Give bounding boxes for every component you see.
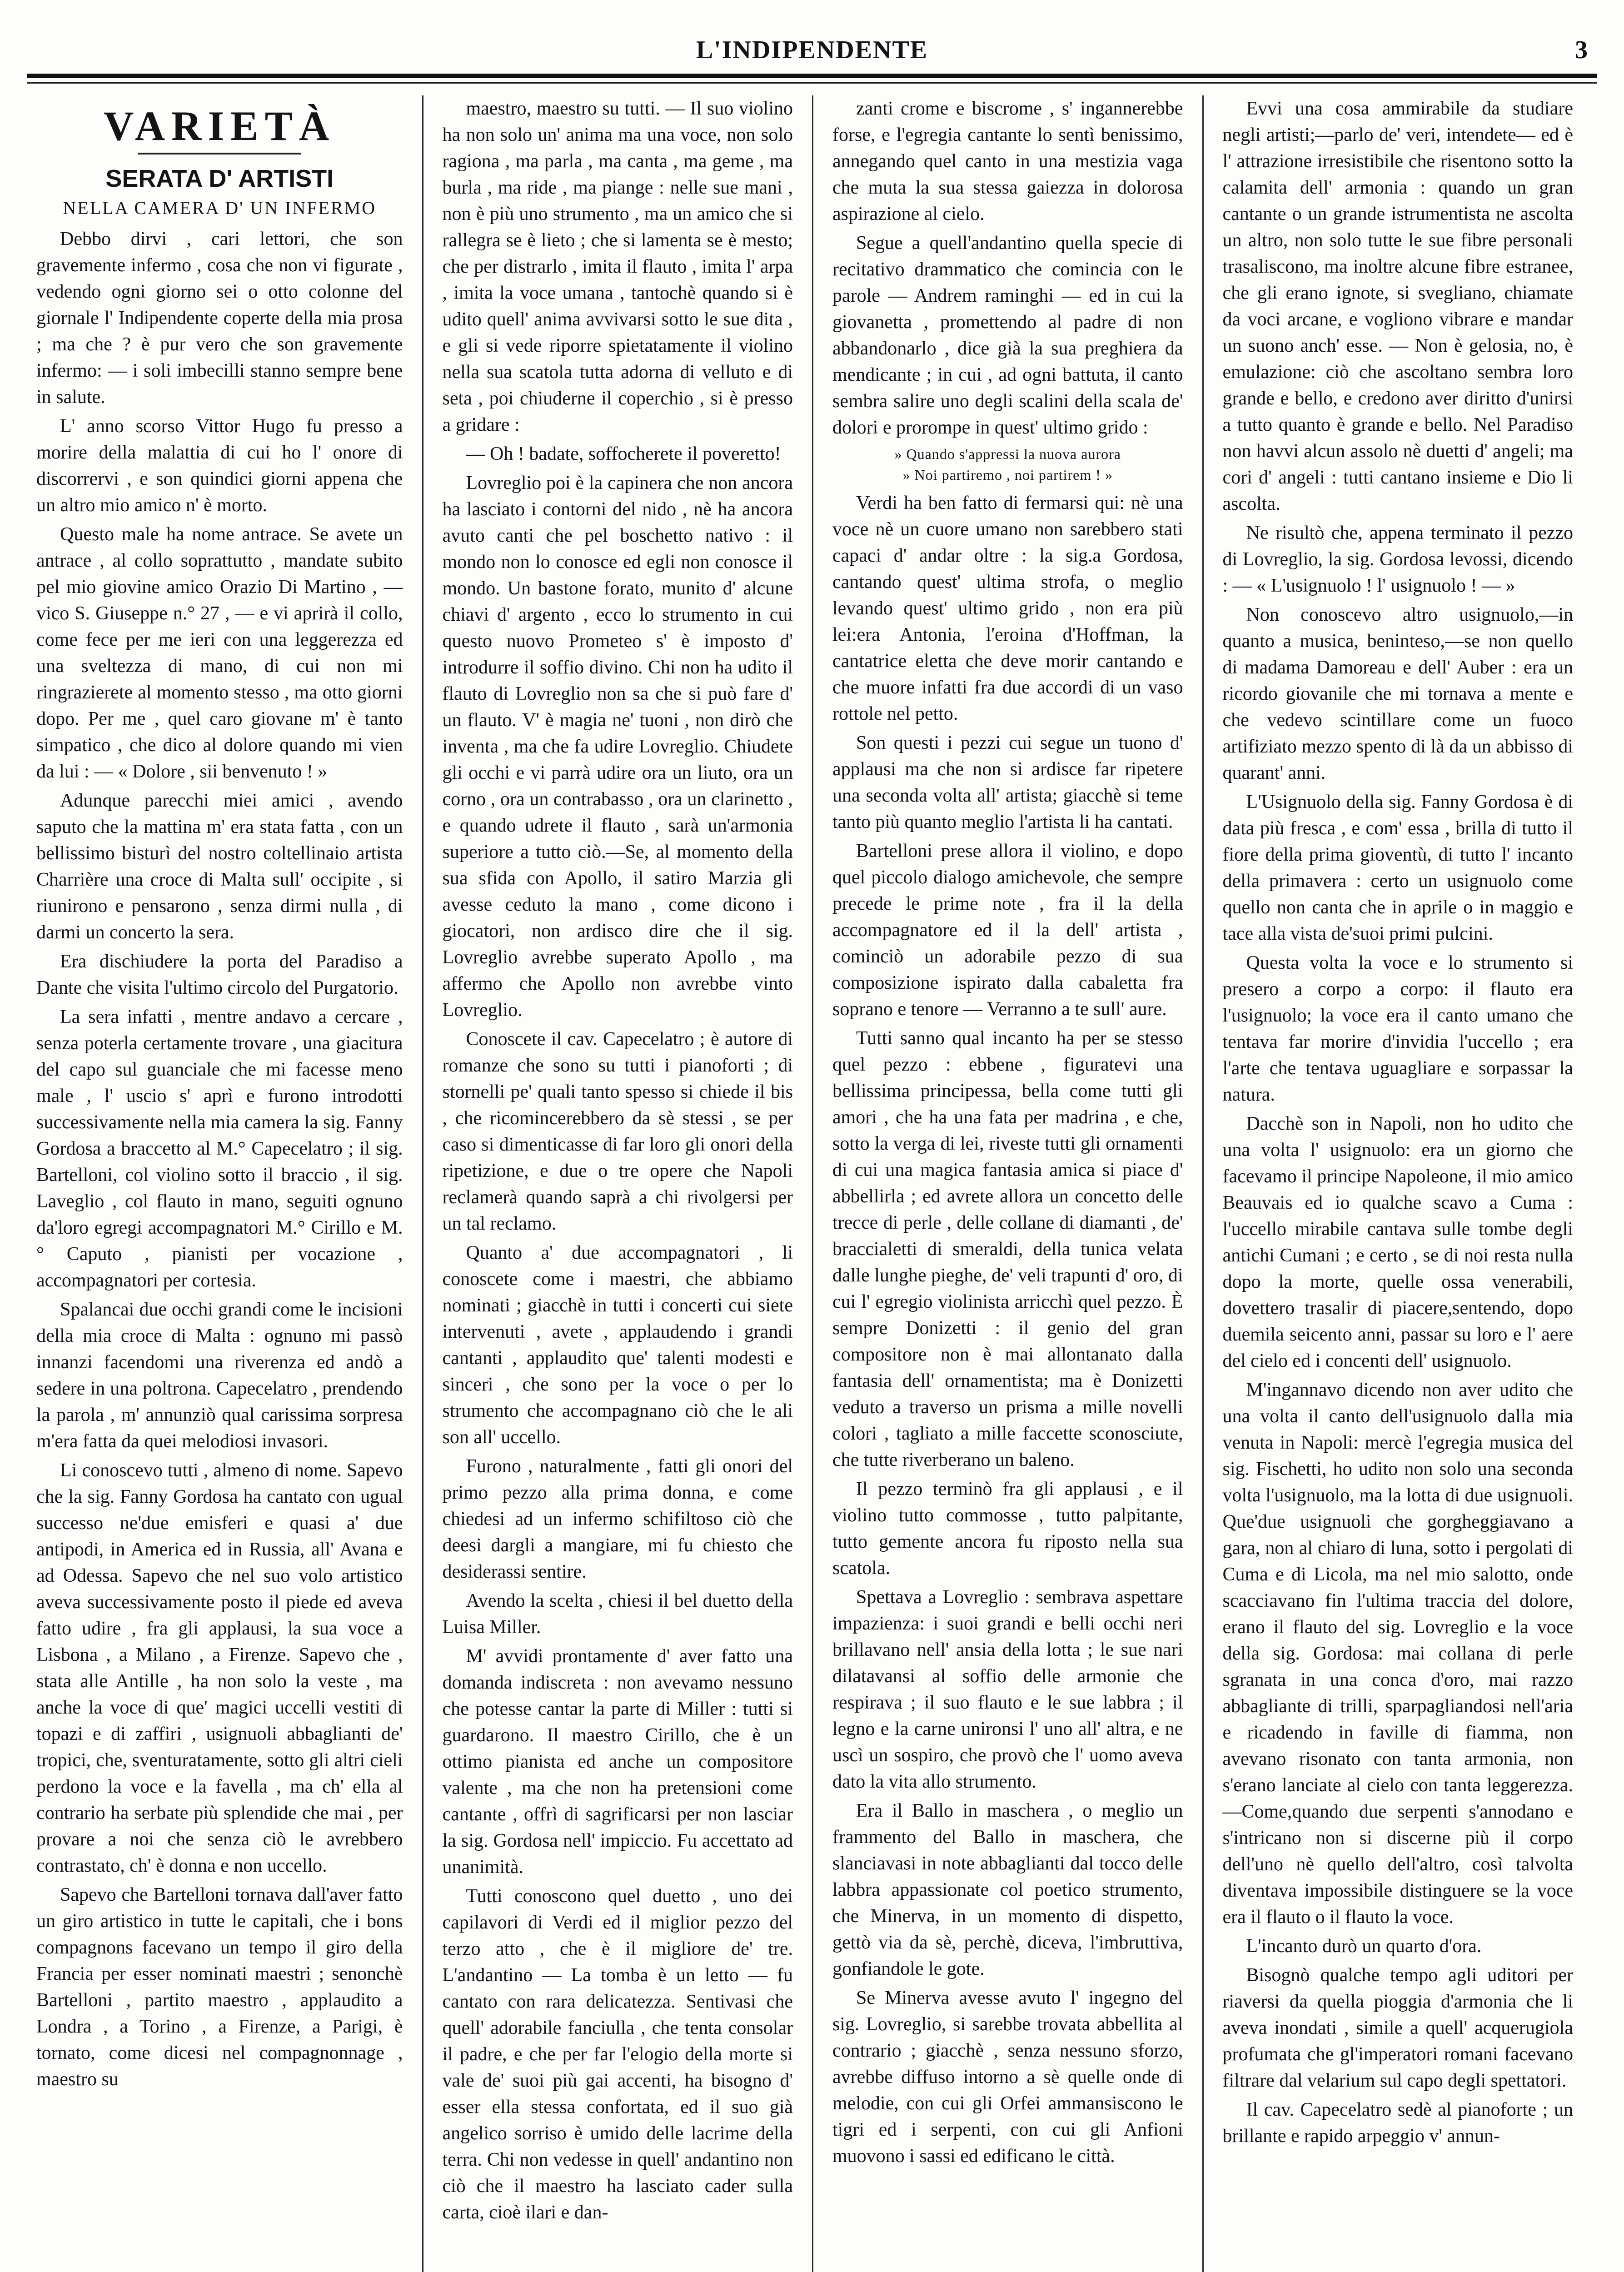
article-title: SERATA D' ARTISTI [105,165,334,192]
paragraph: Furono , naturalmente , fatti gli onori del primo pezzo alla prima donna, e come chiedesi ad un infermo schifiltoso ciò che deesi dargli a mangiare, mi fu chiesto che desiderassi sentire. [442,1456,793,1582]
paragraph: Era il Ballo in maschera , o meglio un frammento del Ballo in maschera, che slanciavasi in note abbaglianti dal tocco delle labbra appassionate col poetico strumento, che Minerva, in un momento di dispetto, gettò via da sè, perchè, diceva, l'imbruttiva, gonfiandole le gote. [832,1800,1183,1979]
text-columns [32,95,1592,2272]
paragraph: Il pezzo terminò fra gli applausi , e il violino tutto commosse , tutto palpitante, tutto gemente ancora fu riposto nella sua scatola. [832,1479,1183,1579]
paragraph: Spettava a Lovreglio : sembrava aspettare impazienza: i suoi grandi e belli occhi neri brillavano nell' ansia della lotta ; le sue nari dilatavansi al soffio delle armonie che respirava ; il suo flauto e le sue labbra ; il legno e la carne unironsi l' uno all' altra, e ne uscì un sospiro, che provò che l' uomo aveva dato la vita allo strumento. [832,1587,1183,1792]
paragraph: Sapevo che Bartelloni tornava dall'aver fatto un giro artistico in tutte le capitali, che i bons compagnons facevano un tempo il giro della Francia per esser nominati maestri ; senonchè Bartelloni , partito maestro , applaudito a Londra , a Torino , a Firenze, a Parigi, è tornato, come dicesi nel compagnonnage , maestro su [36,1884,403,2090]
paragraph: Adunque parecchi miei amici , avendo saputo che la mattina m' era stata fatta , con un bellissimo bisturì del nostro coltellinaio artista Charrière una croce di Malta sull' occipite , si riunirono e pensarono , senza dirmi nulla , di darmi un concerto la sera. [36,790,403,943]
page-number: 3 [1575,36,1588,64]
verse-line: » Noi partiremo , noi partirem ! » [902,467,1113,483]
paragraph: Questa volta la voce e lo strumento si presero a corpo a corpo: il flauto era l'usignuolo; la voce era il canto umano che tentava far morire d'invidia l'uccello ; era l'arte che tentava uguagliare e sorpassar la natura. [1222,952,1573,1105]
paragraph: Debbo dirvi , cari lettori, che son gravemente infermo , cosa che non vi figurate , vedendo ogni giorno sei o otto colonne del giornale l' Indipendente coperte della mia prosa ; ma che ? è pur vero che son gravemente infermo: — i soli imbecilli stanno sempre bene in salute. [36,229,403,408]
paragraph: Bisognò qualche tempo agli uditori per riaversi da quella pioggia d'armonia che li aveva inondati , simile a quell' acquerugiola profumata che gl'imperatori romani facevano filtrare dal velarium sul capo degli spettatori. [1222,1965,1573,2091]
paragraph: Avendo la scelta , chiesi il bel duetto della Luisa Miller. [442,1590,793,1638]
paragraph: Conoscete il cav. Capecelatro ; è autore di romanze che sono su tutti i pianoforti ; di stornelli pe' quali tanto spesso si chiede il bis , che ricomincerebbero da sè stessi , se per caso si dimenticasse di far loro gli onori della ripetizione, e due o tre opere che Napoli reclamerà quando saprà a chi rivolgersi per un tal reclamo. [442,1029,793,1234]
column-1-body [36,226,403,2093]
paragraph: — Oh ! badate, soffocherete il poveretto! [466,443,781,464]
article-subtitle: NELLA CAMERA D' UN INFERMO [63,198,377,218]
paragraph: maestro, maestro su tutti. — Il suo violino ha non solo un' anima ma una voce, non solo ragiona , ma parla , ma canta , ma geme , ma burla , ma ride , ma piange : nelle sue mani , non è più uno strumento , ma un amico che si rallegra se è lieto ; che si lamenta se è mesto; che per distrarlo , imita il flauto , imita l' arpa , imita la voce umana , tantochè quando si è udito quell' anima avvivarsi sotto le sue dita , e gli si vede riporre spietatamente il violino nella sua scatola tutta adorna di velluto e di seta , poi chiuderne il coperchio , si è presso a gridare : [442,98,793,435]
paragraph: M'ingannavo dicendo non aver udito che una volta il canto dell'usignuolo dalla mia venuta in Napoli: mercè l'egregia musica del sig. Fischetti, ho udito non solo una seconda volta l'usignuolo, ma la lotta di due usignuoli. Que'due usignuoli che gorgheggiavano a gara, non al chiaro di luna, sotto i pergolati di Cuma e di Licola, ma nel mio salotto, onde scacciavano fin l'ultima traccia del dolore, erano il flauto del sig. Lovreglio e la voce della sig. Gordosa: mai collana di perle sgranata in una conca d'oro, mai razzo abbagliante di trilli, sparpagliandosi nell'aria e ricadendo in faville di fiamma, non avevano risonato con tanta armonia, non s'erano lanciate al cielo con tanta leggerezza.—Come,quando due serpenti s'annodano e s'intricano non si discerne più il corpo dell'uno nè quello dell'altro, così talvolta diventava impossibile distinguere se la voce era il flauto o il flauto la voce. [1222,1380,1573,1928]
paragraph: Quanto a' due accompagnatori , li conoscete come i maestri, che abbiamo nominati ; giacchè in tutti i concerti cui siete intervenuti , avete , applaudendo i grandi cantanti , applaudito que' talenti modesti e sinceri , che sono per la voce o per lo strumento che accompagnano ciò che le ali son all' uccello. [442,1242,793,1448]
paragraph: Bartelloni prese allora il violino, e dopo quel piccolo dialogo amichevole, che sempre precede le prime note , fra il la della accompagnatore ed il la dell' artista , cominciò un adorabile pezzo di sua composizione ispirato dalla cabaletta fra soprano e tenore — Verranno a te sull' aure. [832,841,1183,1020]
header-rule-thin [27,82,1597,84]
paragraph: Questo male ha nome antrace. Se avete un antrace , al collo soprattutto , mandate subito pel mio giovine amico Orazio Di Martino , — vico S. Giuseppe n.° 27 , — e vi aprirà il collo, come fece per me ieri con una leggerezza ed una sveltezza di mano, di cui non mi ringrazierete al momento stesso , ma otto giorni dopo. Per me , quel caro giovane m' è tanto simpatico , che dico al dolore quando mi vien da lui : — « Dolore , sii benvenuto ! » [36,524,403,782]
paragraph: Evvi una cosa ammirabile da studiare negli artisti;—parlo de' veri, intendete— ed è l' attrazione irresistibile che risentono sotto la calamita dell' armonia : quando un gran cantante o un grande istrumentista ne ascolta un altro, non solo tutte le sue fibre personali trasaliscono, ma inoltre alcune fibre estranee, che gli erano ignote, si svegliano, chiamate da voci arcane, e vogliono vibrare e mandar un suono anch' esse. — Non è gelosia, no, è emulazione: ciò che ascoltano sembra loro grande e bello, e credono aver diritto d'unirsi a tutto quanto è grande e bello. Nel Paradiso non havvi alcun assolo nè duetti d' angeli; ma cori d' angeli : tutti cantano insieme e Dio li ascolta. [1222,98,1573,514]
paragraph: Li conoscevo tutti , almeno di nome. Sapevo che la sig. Fanny Gordosa ha cantato con ugual successo ne'due emisferi e quasi a' due antipodi, in America ed in Russia, all' Avana e ad Odessa. Sapevo che nel suo volo artistico aveva successivamente posto il piede ed aveva fatto udire , fra gli applausi, la sua voce a Lisbona , a Milano , a Firenze. Sapevo che , stata alle Antille , ha non solo la veste , ma anche la voce di que' magici uccelli vestiti di topazi e di zaffiri , usignuoli abbaglianti de' tropici, che, sventuratamente, sotto gli altri cieli perdono la voce e la favella , ma ch' ella al contrario ha serbate più splendide che mai , per provare a noi che senza ciò le avrebbero contrastato, ch' è donna e non uccello. [36,1460,403,1876]
column-1 [32,95,422,2272]
paragraph: Lovreglio poi è la capinera che non ancora ha lasciato i contorni del nido , nè ha ancora avuto canti che pel boschetto nativo : il mondo non lo conosce ed egli non conosce il mondo. Un bastone forato, munito d' alcune chiavi d' argento , ecco lo strumento in cui questo nuovo Prometeo s' è imposto d' introdurre il soffio divino. Chi non ha udito il flauto di Lovreglio non sa che si può fare d' un flauto. V' è magia ne' tuoni , non dirò che inventa , ma che fa udire Lovreglio. Chiudete gli occhi e vi parrà udire ora un liuto, ora un corno , ora un contrabasso , ora un clarinetto , e quando udrete il flauto , sarà un'armonia superiore a tutto ciò.—Se, al momento della sua sfida con Apollo, il satiro Marzia gli avesse ceduto la mano , come dicono i giocatori, non ardisco dire che il sig. Lovreglio avrebbe superato Apollo , ma affermo che Apollo non avrebbe vinto Lovreglio. [442,473,793,1021]
paragraph: Tutti conoscono quel duetto , uno dei capilavori di Verdi ed il miglior pezzo del terzo atto , che è il migliore de' tre. L'andantino — La tomba è un letto — fu cantato con rara delicatezza. Sentivasi che quell' adorabile fanciulla , che tenta consolar il padre, e che per far l'elogio della morte si vale de' suoi più gai accenti, ha bisogno d' esser ella stessa confortata, ed il suo già angelico sorriso è umido delle lacrime della terra. Chi non vedesse in quell' andantino non ciò che il maestro ha lasciato cader sulla carta, cioè ilari e dan- [442,1886,793,2223]
paragraph: L'incanto durò un quarto d'ora. [1246,1936,1482,1957]
paragraph: Dacchè son in Napoli, non ho udito che una volta l' usignuolo: era un giorno che facevamo il principe Napoleone, il mio amico Beauvais ed io qualche scavo a Cuma : l'uccello mirabile cantava sulle tombe degli antichi Cumani ; e certo , se di noi resta nulla dopo la morte, quelle ossa venerabili, dovettero trasalir di piacere,sentendo, dopo duemila seicento anni, passar su loro e l' aere del cielo ed i concenti dell' usignuolo. [1222,1113,1573,1371]
column-4 [1202,95,1593,2272]
column-2 [422,95,812,2272]
paragraph: M' avvidi prontamente d' aver fatto una domanda indiscreta : non avevamo nessuno che potesse cantar la parte di Miller : tutti si guardarono. Il maestro Cirillo, che è un ottimo pianista ed anche un compositore valente , ma che non ha pretensioni come cantante , offrì di sagrificarsi per non lasciar la sig. Gordosa nell' impiccio. Fu accettato ad unanimità. [442,1646,793,1878]
header-rule-thick [27,74,1597,78]
paragraph: L' anno scorso Vittor Hugo fu presso a morire della malattia di cui ho l' onore di discorrervi , e son quindici giorni appena che un altro mio amico n' è morto. [36,416,403,516]
column-4-body [1223,95,1574,2149]
verse-quotation [832,443,1183,485]
paragraph: Son questi i pezzi cui segue un tuono d' applausi ma che non si ardisce far ripetere una seconda volta all' artista; giacchè si teme tanto più quanto meglio l'artista li ha cantati. [832,732,1183,832]
paragraph: La sera infatti , mentre andavo a cercare , senza poterla certamente trovare , una giacitura del capo sul guanciale che mi facesse meno male , l' uscio s' aprì e furono introdotti successivamente nella mia camera la sig. Fanny Gordosa a braccetto al M.° Capecelatro ; il sig. Bartelloni, col violino sotto il braccio , il sig. Laveglio , col flauto in mano, seguiti ognuno da'loro egregi accompagnatori M.° Cirillo e M.° Caputo , pianisti per vocazione , accompagnatori per cortesia. [36,1006,403,1291]
paragraph: Ne risultò che, appena terminato il pezzo di Lovreglio, la sig. Gordosa levossi, dicendo : — « L'usignuolo ! l' usignuolo ! — » [1222,523,1573,596]
paragraph: zanti crome e biscrome , s' ingannerebbe forse, e l'egregia cantante lo sentì benissimo, annegando quel canto in una mestizia vaga che muta la sua stessa gaiezza in dolorosa aspirazione al cielo. [832,98,1183,224]
paragraph: Segue a quell'andantino quella specie di recitativo drammatico che comincia con le parole — Andrem raminghi — ed in cui la giovanetta , promettendo al padre di non abbandonarlo , dice già la sua preghiera da mendicante ; in cui , ad ogni battuta, il canto sembra salire uno degli scalini della scala de' dolori e prorompe in quest' ultimo grido : [832,233,1183,438]
paragraph: Tutti sanno qual incanto ha per se stesso quel pezzo : ebbene , figuratevi una bellissima principessa, bella come tutti gli amori , che ha una fata per madrina , e che, sotto la verga di lei, riveste tutti gli ornamenti di cui una magica fantasia amica si piace d' abbellirla ; ed avrete allora un concetto delle trecce di perle , delle collane di diamanti , de' braccialetti di smeraldi, della tunica velata dalle lunghe pieghe, de' veli trapunti d' oro, di cui l' egregio violinista arricchì quel pezzo. È sempre Donizetti : il genio del gran compositore non è mai allontanato dalla fantasia dell' ornamentista; ma è Donizetti veduto a traverso un prisma a mille novelli colori , tagliato a mille faccette sconosciute, che tutte riverberano un baleno. [832,1028,1183,1470]
paragraph: Il cav. Capecelatro sedè al pianoforte ; un brillante e rapido arpeggio v' annun- [1222,2099,1573,2147]
paragraph: Se Minerva avesse avuto l' ingegno del sig. Lovreglio, si sarebbe trovata abbellita al contrario ; giacchè , senza nessuno sforzo, avrebbe diffuso intorno a sè quelle onde di melodie, con cui gli Orfei ammansiscono le tigri ed i serpenti, con cui gli Anfioni muovono i sassi ed edificano le città. [832,1988,1183,2167]
column-3-body-before-verse [832,95,1183,441]
paragraph: L'Usignuolo della sig. Fanny Gordosa è di data più fresca , e com' essa , brilla di tutto il fiore della prima gioventù, di tutto l' incanto della primavera : certo un usignuolo come quello non canta che in aprile o in maggio e tace alla vista de'suoi primi pulcini. [1222,792,1573,944]
verse-line: » Quando s'appressi la nuova aurora [894,446,1121,462]
section-title: VARIETÀ [104,103,336,149]
paragraph: Verdi ha ben fatto di fermarsi qui: nè una voce nè un cuore umano non sarebbero stati capaci d' andar oltre : la sig.a Gordosa, cantando quest' ultima strofa, o meglio levando quest' ultimo grido , non era più lei:era Antonia, l'eroina d'Hoffman, la cantatrice eletta che deve morir cantando e che muore infatti fra due accordi di un vaso rottole nel petto. [832,493,1183,724]
paragraph: Non conoscevo altro usignuolo,—in quanto a musica, beninteso,—se non quello di madama Damoreau e dell' Auber : era un ricordo giovanile che mi tornava a mente e che vedevo scintillare come un fuoco artifiziato mezzo spento di là da un abbisso di quarant' anni. [1222,604,1573,783]
paragraph: Era dischiudere la porta del Paradiso a Dante che visita l'ultimo circolo del Purgatorio. [36,951,403,998]
column-2-body [443,95,793,2226]
section-title-rule [138,153,301,154]
column-3-body-after-verse [832,490,1183,2169]
paragraph: Spalancai due occhi grandi come le incisioni della mia croce di Malta : ognuno mi passò innanzi facendomi una riverenza ed andò a sedere in una poltrona. Capecelatro , prendendo la parola , m' annunziò qual carissima sorpresa m'era fatta da quei melodiosi invasori. [36,1299,403,1452]
running-header [27,27,1597,73]
column-3 [812,95,1202,2272]
newspaper-name: L'INDIPENDENTE [696,36,928,64]
